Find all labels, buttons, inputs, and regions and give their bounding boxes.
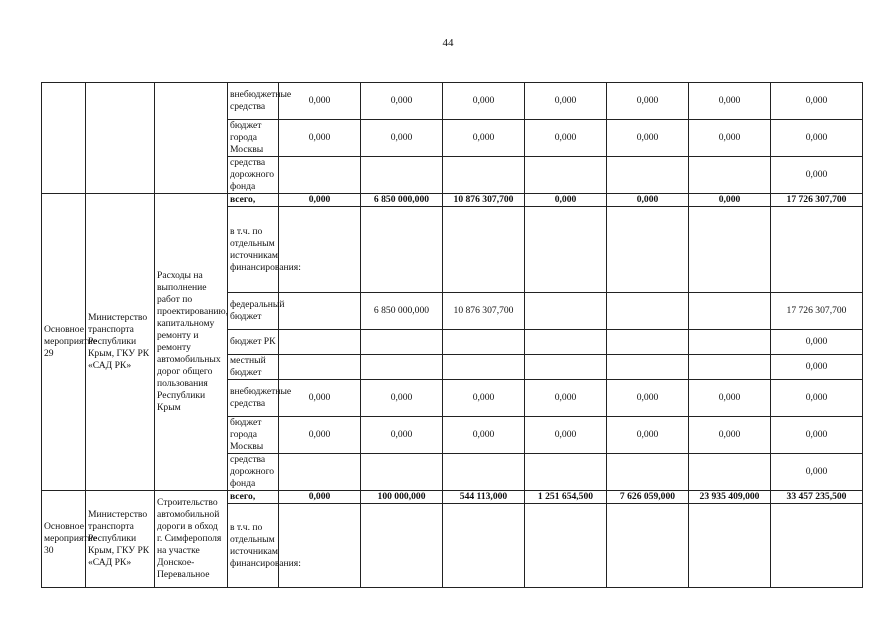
value-cell xyxy=(279,355,361,380)
source-label: средства дорожного фонда xyxy=(228,157,279,194)
table-row xyxy=(42,83,863,120)
value-cell xyxy=(361,157,443,194)
value-cell xyxy=(607,355,689,380)
value-cell: 0,000 xyxy=(607,194,689,207)
value-cell xyxy=(525,330,607,355)
source-label: бюджет города Москвы xyxy=(228,120,279,157)
executor-cell xyxy=(86,83,155,194)
source-label: бюджет РК xyxy=(228,330,279,355)
description-cell xyxy=(155,83,228,194)
value-cell xyxy=(443,355,525,380)
value-cell: 0,000 xyxy=(771,454,863,491)
value-cell: 1 251 654,500 xyxy=(525,491,607,504)
source-label: средства дорожного фонда xyxy=(228,454,279,491)
value-cell: 23 935 409,000 xyxy=(689,491,771,504)
value-cell xyxy=(361,355,443,380)
value-cell: 0,000 xyxy=(689,194,771,207)
value-cell: 17 726 307,700 xyxy=(771,194,863,207)
value-cell xyxy=(689,355,771,380)
value-cell: 0,000 xyxy=(361,83,443,120)
value-cell: 10 876 307,700 xyxy=(443,194,525,207)
source-label: местный бюджет xyxy=(228,355,279,380)
value-cell: 0,000 xyxy=(689,417,771,454)
event-cell xyxy=(42,83,86,194)
value-cell: 10 876 307,700 xyxy=(443,293,525,330)
source-label: внебюджетные средства xyxy=(228,83,279,120)
value-cell: 0,000 xyxy=(361,120,443,157)
value-cell: 33 457 235,500 xyxy=(771,491,863,504)
value-cell: 6 850 000,000 xyxy=(361,293,443,330)
value-cell xyxy=(771,207,863,293)
value-cell: 0,000 xyxy=(525,417,607,454)
value-cell: 0,000 xyxy=(607,417,689,454)
value-cell xyxy=(607,504,689,588)
value-cell xyxy=(279,330,361,355)
source-label: всего, xyxy=(228,491,279,504)
value-cell: 0,000 xyxy=(689,380,771,417)
value-cell: 0,000 xyxy=(525,120,607,157)
value-cell: 0,000 xyxy=(607,380,689,417)
event-cell: Основное мероприятие 30 xyxy=(42,491,86,588)
value-cell: 0,000 xyxy=(771,380,863,417)
value-cell: 544 113,000 xyxy=(443,491,525,504)
value-cell xyxy=(607,293,689,330)
value-cell xyxy=(689,504,771,588)
value-cell xyxy=(689,330,771,355)
value-cell xyxy=(607,330,689,355)
value-cell: 0,000 xyxy=(525,380,607,417)
value-cell xyxy=(607,157,689,194)
source-label: в т.ч. по отдельным источникам финансирования: xyxy=(228,207,279,293)
value-cell xyxy=(361,504,443,588)
value-cell: 0,000 xyxy=(771,417,863,454)
value-cell xyxy=(689,207,771,293)
value-cell: 0,000 xyxy=(279,491,361,504)
description-cell: Расходы на выполнение работ по проектированию, капитальному ремонту и ремонту автомобильных дорог общего пользования Республики Крым xyxy=(155,194,228,491)
value-cell: 0,000 xyxy=(361,380,443,417)
source-label: внебюджетные средства xyxy=(228,380,279,417)
value-cell: 0,000 xyxy=(279,83,361,120)
value-cell xyxy=(607,207,689,293)
value-cell: 0,000 xyxy=(771,330,863,355)
source-label: бюджет города Москвы xyxy=(228,417,279,454)
value-cell: 0,000 xyxy=(607,120,689,157)
value-cell: 0,000 xyxy=(443,380,525,417)
table-row xyxy=(42,491,863,504)
value-cell xyxy=(279,157,361,194)
value-cell xyxy=(525,504,607,588)
value-cell: 0,000 xyxy=(771,157,863,194)
budget-table xyxy=(41,82,863,588)
source-label: в т.ч. по отдельным источникам финансирования: xyxy=(228,504,279,588)
value-cell xyxy=(279,293,361,330)
value-cell xyxy=(607,454,689,491)
value-cell: 0,000 xyxy=(689,120,771,157)
value-cell: 0,000 xyxy=(361,417,443,454)
source-label: всего, xyxy=(228,194,279,207)
value-cell: 0,000 xyxy=(607,83,689,120)
value-cell: 0,000 xyxy=(279,120,361,157)
value-cell: 0,000 xyxy=(525,83,607,120)
value-cell: 6 850 000,000 xyxy=(361,194,443,207)
value-cell: 0,000 xyxy=(443,120,525,157)
value-cell xyxy=(525,207,607,293)
value-cell xyxy=(361,330,443,355)
value-cell: 0,000 xyxy=(525,194,607,207)
table-row xyxy=(42,194,863,207)
value-cell: 0,000 xyxy=(771,83,863,120)
value-cell xyxy=(525,355,607,380)
value-cell xyxy=(525,157,607,194)
value-cell xyxy=(689,293,771,330)
value-cell: 0,000 xyxy=(443,83,525,120)
value-cell: 0,000 xyxy=(771,120,863,157)
value-cell xyxy=(771,504,863,588)
executor-cell: Министерство транспорта Республики Крым, ГКУ РК «САД РК» xyxy=(86,194,155,491)
value-cell: 0,000 xyxy=(443,417,525,454)
executor-cell: Министерство транспорта Республики Крым, ГКУ РК «САД РК» xyxy=(86,491,155,588)
value-cell: 0,000 xyxy=(771,355,863,380)
source-label: федеральный бюджет xyxy=(228,293,279,330)
event-cell: Основное мероприятие 29 xyxy=(42,194,86,491)
value-cell: 0,000 xyxy=(279,194,361,207)
value-cell xyxy=(443,454,525,491)
value-cell: 0,000 xyxy=(279,417,361,454)
value-cell: 7 626 059,000 xyxy=(607,491,689,504)
value-cell xyxy=(279,454,361,491)
value-cell xyxy=(443,330,525,355)
value-cell xyxy=(279,207,361,293)
value-cell xyxy=(279,504,361,588)
page-number: 44 xyxy=(442,37,454,49)
value-cell xyxy=(443,157,525,194)
value-cell xyxy=(361,207,443,293)
value-cell xyxy=(443,207,525,293)
value-cell xyxy=(525,454,607,491)
value-cell: 0,000 xyxy=(279,380,361,417)
value-cell: 0,000 xyxy=(689,83,771,120)
value-cell xyxy=(689,157,771,194)
value-cell xyxy=(361,454,443,491)
value-cell: 17 726 307,700 xyxy=(771,293,863,330)
value-cell: 100 000,000 xyxy=(361,491,443,504)
description-cell: Строительство автомобильной дороги в обход г. Симферополя на участке Донское-Перевальное xyxy=(155,491,228,588)
value-cell xyxy=(443,504,525,588)
value-cell xyxy=(525,293,607,330)
value-cell xyxy=(689,454,771,491)
